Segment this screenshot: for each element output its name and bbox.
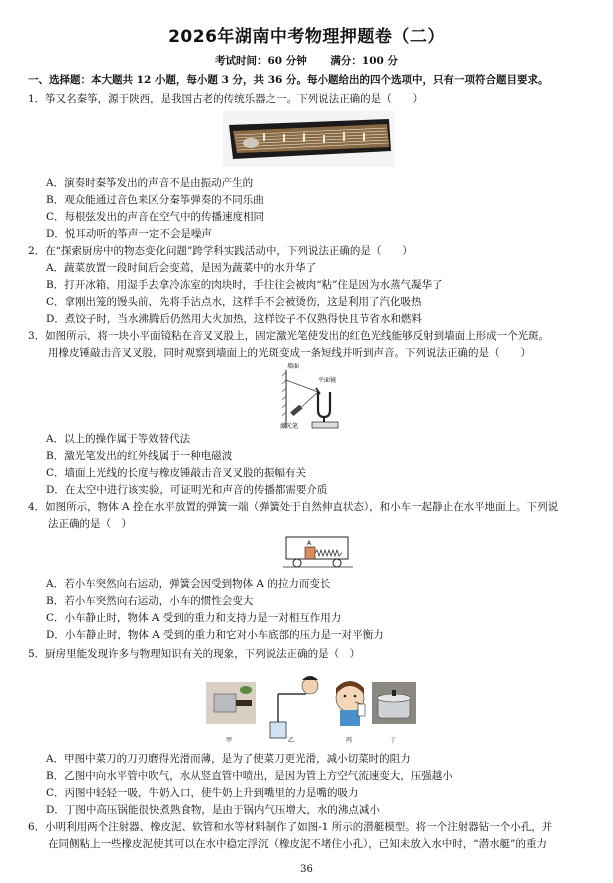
q5-option-c: C．丙图中轻轻一吸，牛奶入口，使牛奶上升到嘴里的力是嘴的吸力 [46, 787, 359, 799]
exam-score: 满分：100 分 [330, 55, 398, 67]
question-4-stem-1: 4．如图所示，物体 A 拴在水平放置的弹簧一端（弹簧处于自然伸直状态），和小车一起静止在水平地面上。下列说 [28, 501, 559, 513]
question-2-stem: 2．在“探索厨房中的物态变化问题”跨学科实践活动中，下列说法正确的是（ ） [28, 245, 413, 257]
q1-option-b: B．观众能通过音色来区分秦筝弹奏的不同乐曲 [46, 194, 264, 206]
q2-option-a: A．蔬菜放置一段时间后会变蔫，是因为蔬菜中的水升华了 [46, 262, 317, 274]
question-6-stem-2: 在同侧粘上一些橡皮泥使其可以在水中稳定浮沉（橡皮泥不堵住小孔），已知未放入水中时，“潜水艇”的重力 [48, 838, 547, 850]
tuning-fork-laser-figure [272, 362, 350, 430]
kitchen-photos-figure [206, 664, 416, 744]
q1-option-d: D．悦耳动听的筝声一定不会是噪声 [46, 228, 212, 240]
q1-option-c: C．每根弦发出的声音在空气中的传播速度相同 [46, 211, 265, 223]
q4-option-a: A．若小车突然向右运动，弹簧会因受到物体 A 的拉力而变长 [46, 578, 331, 590]
q4-option-b: B．若小车突然向右运动，小车的惯性会变大 [46, 595, 254, 607]
fig-label-mirror: 平面镜 [318, 377, 337, 384]
fig-label-wall: 墙面 [287, 363, 300, 370]
q3-option-c: C．墙面上光线的长度与橡皮锤敲击音叉叉股的振幅有关 [46, 467, 307, 479]
guzheng-image [223, 111, 395, 167]
page-number: 36 [300, 864, 313, 875]
q5-option-a: A．甲图中菜刀的刀刃磨得光滑而薄，是为了使菜刀更光滑，减小切菜时的阻力 [46, 753, 411, 765]
q3-option-b: B．激光笔发出的红外线属于一种电磁波 [46, 450, 233, 462]
question-6-stem-1: 6．小明利用两个注射器、橡皮泥、软管和水等材料制作了如图-1 所示的潜艇模型。将一个注射器钻一个小孔，并 [28, 821, 553, 833]
q2-option-d: D．煮饺子时，当水沸腾后仍然用大火加热，这样饺子不仅熟得快且节省水和燃料 [46, 313, 422, 325]
q4-option-c: C．小车静止时，物体 A 受到的重力和支持力是一对相互作用力 [46, 612, 342, 624]
question-1-stem: 1．筝又名秦筝，源于陕西，是我国古老的传统乐器之一。下列说法正确的是（ ） [28, 93, 424, 105]
q3-option-d: D．在太空中进行该实验，可证明光和声音的传播都需要介质 [46, 484, 328, 496]
exam-info [0, 53, 613, 68]
q5-option-d: D．丁图中高压锅能很快煮熟食物，是由于锅内气压增大，水的沸点减小 [46, 804, 380, 816]
fig-label-laser: 激光笔 [280, 423, 299, 430]
q2-option-b: B．打开冰箱，用湿手去拿冷冻室的肉块时，手往往会被肉“粘”住是因为水蒸气凝华了 [46, 279, 443, 291]
q4-option-d: D．小车静止时，物体 A 受到的重力和它对小车底部的压力是一对平衡力 [46, 629, 384, 641]
exam-time: 考试时间：60 分钟 [214, 55, 307, 67]
q3-option-a: A．以上的操作属于等效替代法 [46, 433, 191, 445]
caption-jia: 甲 [226, 737, 233, 744]
question-3-stem-1: 3．如图所示，将一块小平面镜粘在音叉叉股上，固定激光笔使发出的红色光线能够反射到墙面上形成一个光斑。 [28, 330, 550, 342]
caption-yi: 乙 [288, 737, 295, 744]
page-title: 2026年湖南中考物理押题卷（二） [168, 27, 445, 47]
caption-ding: 丁 [390, 737, 397, 744]
question-5-stem: 5．厨房里能发现许多与物理知识有关的现象，下列说法正确的是（ ） [28, 648, 361, 660]
q5-option-b: B．乙图中向水平管中吹气，水从竖直管中喷出，是因为管上方空气流速变大，压强越小 [46, 770, 453, 782]
q2-option-c: C．拿刚出笼的馒头前，先将手沾点水，这样手不会被烫伤，这是利用了汽化吸热 [46, 296, 422, 308]
fig-label-a: A [307, 540, 312, 547]
caption-bing: 丙 [346, 737, 353, 744]
q1-option-a: A．演奏时秦筝发出的声音不是由振动产生的 [46, 177, 254, 189]
cart-spring-figure [283, 533, 353, 571]
question-3-stem-2: 用橡皮锤敲击音叉叉股，同时观察到墙面上的光斑变成一条短线并听到声音。下列说法正确的是（ ） [48, 347, 531, 359]
section-heading: 一、选择题：本大题共 12 小题，每小题 3 分，共 36 分。每小题给出的四个选项中，只有一项符合题目要求。 [28, 74, 549, 86]
question-4-stem-2: 法正确的是（ ） [48, 518, 132, 530]
